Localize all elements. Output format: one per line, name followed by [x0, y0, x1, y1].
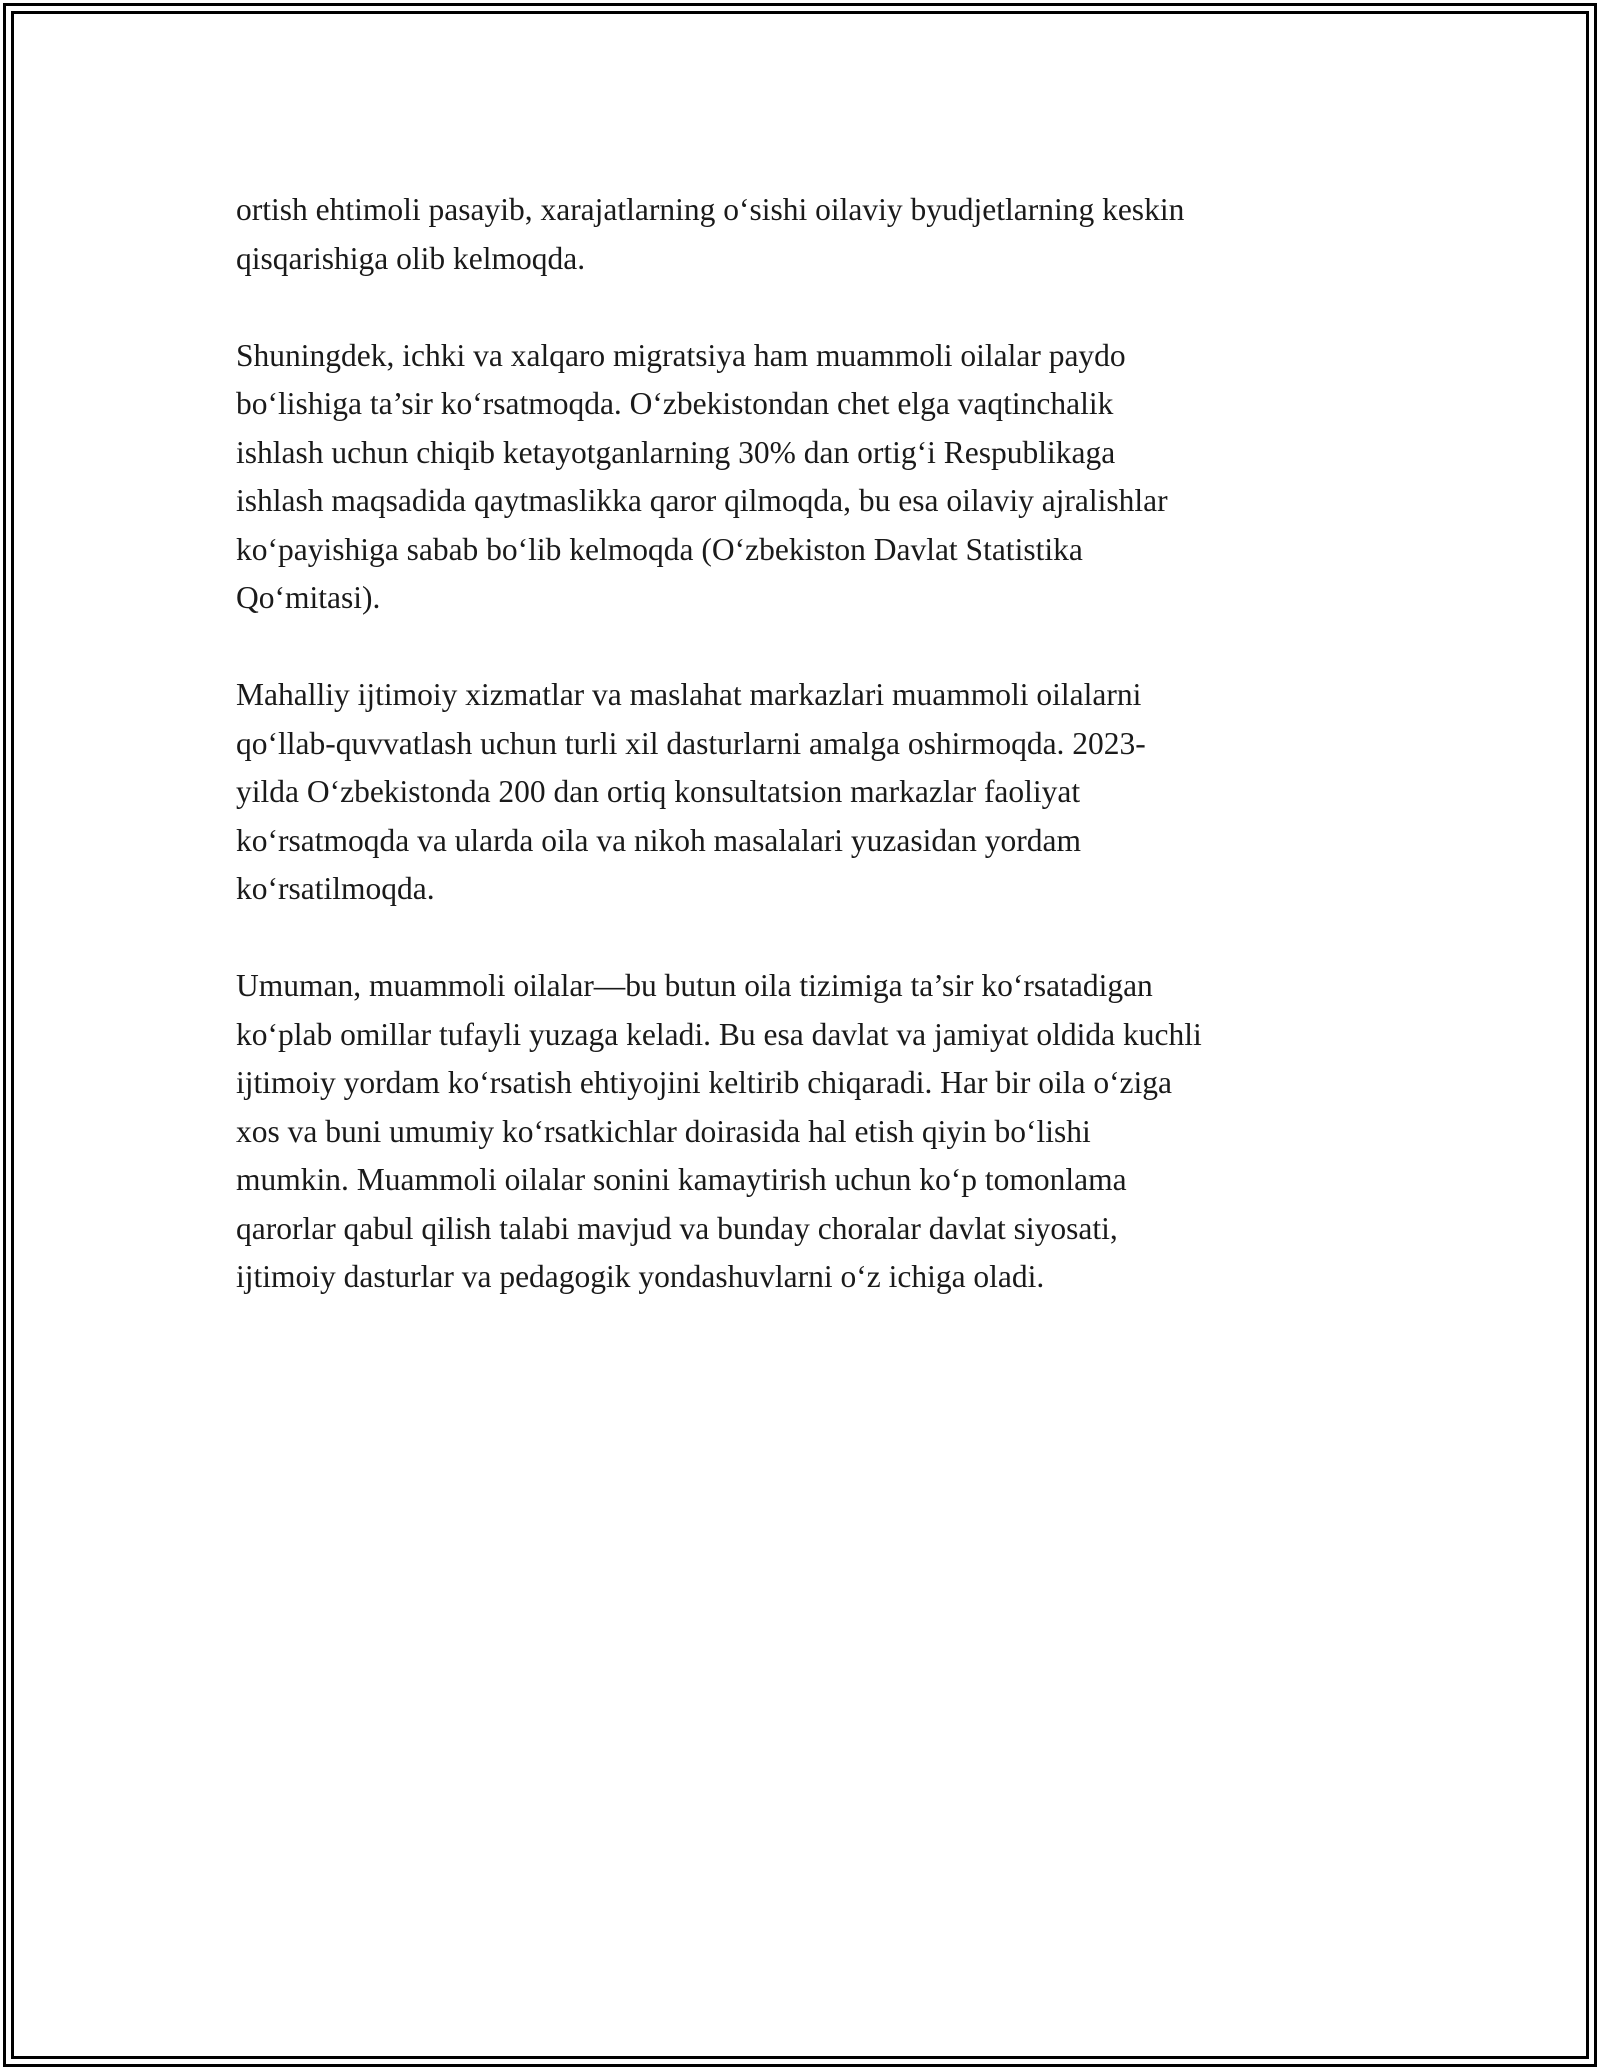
text-line: ishlash uchun chiqib ketayotganlarning 30% dan ortig‘i Respublikaga [236, 434, 1116, 470]
text-line: ko‘rsatilmoqda. [236, 871, 435, 906]
text-line: ko‘payishiga sabab bo‘lib kelmoqda (O‘zbekiston Davlat Statistika [236, 531, 1083, 567]
text-line: ortish ehtimoli pasayib, xarajatlarning o‘sishi oilaviy byudjetlarning keskin [236, 192, 1185, 227]
text-line: qarorlar qabul qilish talabi mavjud va bunday choralar davlat siyosati, [236, 1210, 1118, 1246]
paragraph-1 [236, 186, 1386, 283]
document-body [236, 186, 1386, 1350]
text-line: ko‘plab omillar tufayli yuzaga keladi. Bu esa davlat va jamiyat oldida kuchli [236, 1016, 1202, 1052]
text-line: ijtimoiy yordam ko‘rsatish ehtiyojini keltirib chiqaradi. Har bir oila o‘ziga [236, 1065, 1173, 1100]
text-line: xos va buni umumiy ko‘rsatkichlar doirasida hal etish qiyin bo‘lishi [236, 1113, 1091, 1149]
text-line: Umuman, muammoli oilalar—bu butun oila tizimiga ta’sir ko‘rsatadigan [236, 968, 1153, 1003]
text-line: qo‘llab-quvvatlash uchun turli xil dasturlarni amalga oshirmoqda. 2023- [236, 725, 1146, 761]
text-line: ishlash maqsadida qaytmaslikka qaror qilmoqda, bu esa oilaviy ajralishlar [236, 483, 1168, 518]
text-line: ko‘rsatmoqda va ularda oila va nikoh masalalari yuzasidan yordam [236, 822, 1081, 858]
text-line: mumkin. Muammoli oilalar sonini kamaytirish uchun ko‘p tomonlama [236, 1162, 1127, 1197]
text-line: qisqarishiga olib kelmoqda. [236, 240, 586, 276]
paragraph-4 [236, 962, 1386, 1302]
paragraph-3 [236, 671, 1386, 914]
text-line: ijtimoiy dasturlar va pedagogik yondashuvlarni o‘z ichiga oladi. [236, 1259, 1045, 1294]
paragraph-2 [236, 332, 1386, 623]
text-line: Mahalliy ijtimoiy xizmatlar va maslahat markazlari muammoli oilalarni [236, 677, 1142, 712]
text-line: yilda O‘zbekistonda 200 dan ortiq konsultatsion markazlar faoliyat [236, 774, 1081, 809]
text-line: Shuningdek, ichki va xalqaro migratsiya ham muammoli oilalar paydo [236, 337, 1126, 373]
text-line: bo‘lishiga ta’sir ko‘rsatmoqda. O‘zbekistondan chet elga vaqtinchalik [236, 386, 1114, 421]
text-line: Qo‘mitasi). [236, 580, 381, 615]
